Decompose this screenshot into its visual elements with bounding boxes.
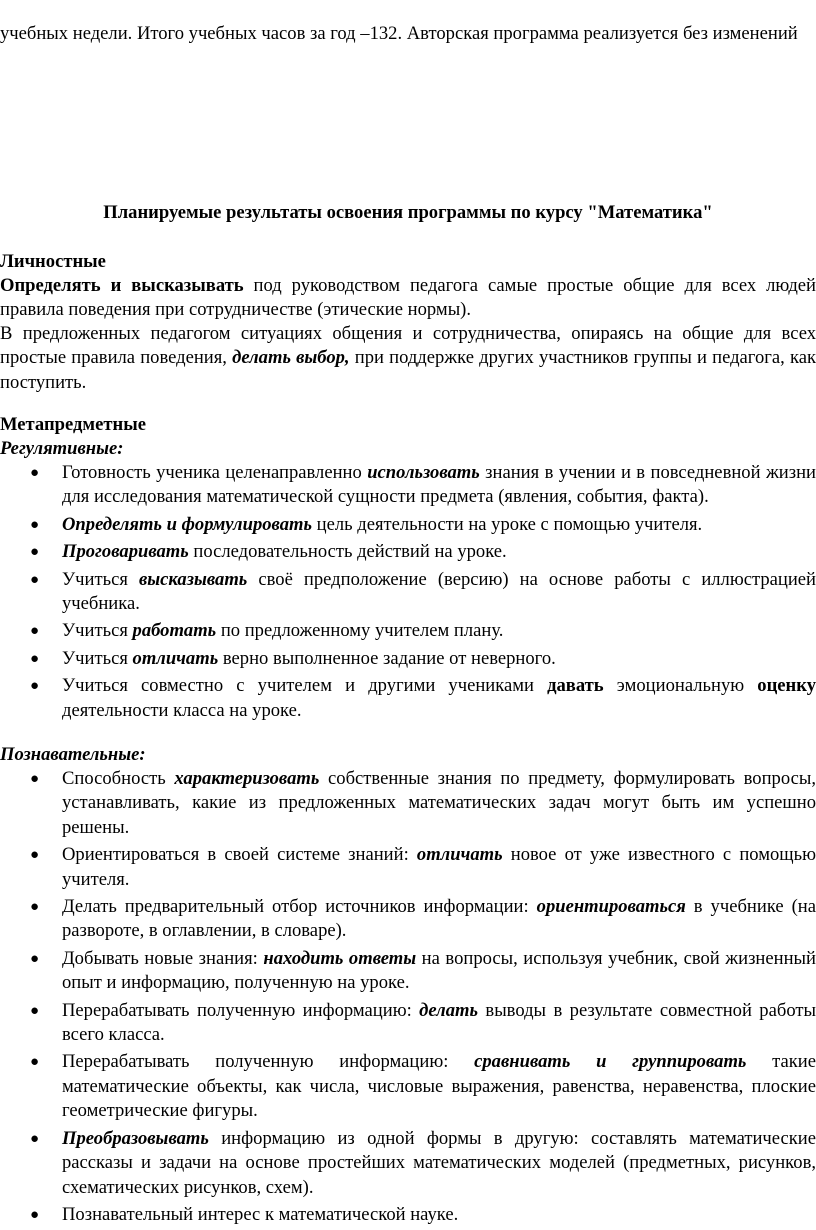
bullet-icon: ●: [30, 1002, 40, 1019]
personal-p2-b: при поддержке других участников группы и педагога, как поступить.: [0, 347, 816, 393]
bullet-icon: ●: [30, 650, 40, 667]
personal-p2-emph: делать выбор,: [232, 347, 350, 369]
bullet-icon: ●: [30, 1206, 40, 1223]
cognitive-item-emphasis: отличать: [416, 844, 503, 866]
cognitive-item-emphasis: Преобразовывать: [62, 1127, 209, 1149]
bullet-icon: ●: [30, 847, 40, 864]
regulative-item-text: верно выполненное задание от неверного.: [218, 647, 556, 669]
regulative-item-emphasis: высказывать: [138, 568, 248, 590]
cognitive-item-emphasis: находить ответы: [263, 947, 417, 969]
bullet-icon: ●: [30, 950, 40, 967]
meta-title: Метапредметные: [0, 414, 146, 435]
regulative-item-text: последовательность действий на уроке.: [188, 541, 507, 563]
personal-paragraph-2: [0, 322, 816, 395]
regulative-item-emphasis: давать: [547, 675, 604, 697]
section-heading: Планируемые результаты освоения программы по курсу "Математика": [103, 202, 713, 223]
cognitive-item-emphasis: делать: [419, 999, 478, 1021]
regulative-item-emphasis: Определять и формулировать: [62, 513, 312, 535]
cognitive-item-text: Перерабатывать полученную информацию:: [62, 1051, 475, 1073]
cognitive-title: Познавательные:: [0, 744, 146, 765]
cognitive-item: [0, 1203, 816, 1227]
bullet-icon: ●: [30, 544, 40, 561]
regulative-item-text: Учиться: [62, 620, 133, 642]
regulative-item-emphasis: Проговаривать: [62, 541, 189, 563]
regulative-item-text: Учиться: [62, 647, 133, 669]
regulative-item-text: по предложенному учителем плану.: [216, 620, 504, 642]
cognitive-item-text: Способность: [62, 768, 175, 789]
personal-p1-rest: под руководством педагога самые простые общие для всех людей правила поведения при сотрудничестве (этические нормы).: [0, 275, 816, 321]
cognitive-item-text: Добывать новые знания:: [62, 947, 264, 969]
cognitive-item-emphasis: сравнивать и группировать: [474, 1051, 747, 1073]
cognitive-item-emphasis: характеризовать: [174, 768, 320, 789]
regulative-item-text: деятельности класса на уроке.: [62, 699, 302, 721]
regulative-item: [0, 461, 816, 510]
cognitive-item-text: новое от уже известного с помощью учителя.: [62, 844, 816, 890]
regulative-item-emphasis: работать: [132, 620, 217, 642]
bullet-icon: ●: [30, 771, 40, 787]
regulative-item: [0, 540, 816, 564]
cognitive-item-text: информацию из одной формы в другую: составлять математические рассказы и задачи на основе простейших математических моделей (предметных, рисунков, схематических рисунков, схем).: [62, 1127, 816, 1198]
regulative-item-text: Готовность ученика целенаправленно: [62, 462, 368, 483]
cognitive-item-text: Перерабатывать полученную информацию:: [62, 999, 420, 1021]
cognitive-item-text: Ориентироваться в своей системе знаний:: [62, 844, 417, 866]
cognitive-item: [0, 947, 816, 996]
cognitive-item-text: Познавательный интерес к математической науке.: [62, 1203, 459, 1225]
regulative-item-text: цель деятельности на уроке с помощью учителя.: [311, 513, 703, 535]
bullet-icon: ●: [30, 516, 40, 533]
bullet-icon: ●: [30, 1130, 40, 1147]
regulative-item-emphasis: оценку: [757, 675, 816, 697]
cognitive-item-text: в учебнике (на развороте, в оглавлении, в словаре).: [62, 896, 816, 942]
regulative-item-text: Учиться: [62, 568, 139, 590]
cognitive-item-text: выводы в результате совместной работы всего класса.: [62, 999, 816, 1046]
cognitive-item: [0, 895, 816, 944]
bullet-icon: ●: [30, 465, 40, 481]
regulative-item-text: своё предположение (версию) на основе работы с иллюстрацией учебника.: [62, 568, 816, 615]
regulative-title: Регулятивные:: [0, 438, 124, 459]
cognitive-item: [0, 1050, 816, 1123]
regulative-item-text: знания в учении и в повседневной жизни для исследования математической сущности предмета (явления, события, факта).: [62, 462, 816, 508]
personal-title: Личностные: [0, 251, 106, 272]
intro-paragraph: учебных недели. Итого учебных часов за год –132. Авторская программа реализуется без изменений: [0, 23, 798, 44]
regulative-item-emphasis: отличать: [132, 647, 219, 669]
regulative-item-emphasis: использовать: [367, 462, 480, 483]
cognitive-item-text: такие математические объекты, как числа, числовые выражения, равенства, неравенства, плоские геометрические фигуры.: [62, 1051, 816, 1122]
regulative-item-text: Учиться совместно с учителем и другими учениками: [62, 675, 548, 697]
cognitive-item-emphasis: ориентироваться: [536, 896, 686, 918]
personal-p1-bold: Определять и высказывать: [0, 275, 244, 296]
bullet-icon: ●: [30, 678, 40, 695]
regulative-item: [0, 619, 816, 643]
regulative-item: [0, 647, 816, 671]
cognitive-list: [0, 767, 816, 1230]
bullet-icon: ●: [30, 623, 40, 640]
regulative-item-text: эмоциональную: [603, 675, 758, 697]
cognitive-item-text: на вопросы, используя учебник, свой жизненный опыт и информацию, полученную на уроке.: [62, 947, 816, 994]
cognitive-item-text: собственные знания по предмету, формулировать вопросы, устанавливать, какие из предложенных математических задач могут быть им успешно решены.: [62, 768, 816, 838]
personal-paragraph-1: [0, 274, 816, 323]
cognitive-item: [0, 1127, 816, 1200]
cognitive-item-text: Делать предварительный отбор источников информации:: [62, 896, 537, 918]
regulative-item: [0, 513, 816, 537]
regulative-item: [0, 568, 816, 617]
bullet-icon: ●: [30, 899, 40, 916]
cognitive-item: [0, 999, 816, 1048]
personal-p2-a: В предложенных педагогом ситуациях общения и сотрудничества, опираясь на общие для всех простые правила поведения,: [0, 323, 816, 369]
bullet-icon: ●: [30, 571, 40, 588]
cognitive-item: [0, 767, 816, 840]
regulative-item: [0, 674, 816, 723]
bullet-icon: ●: [30, 1054, 40, 1071]
cognitive-item: [0, 843, 816, 892]
regulative-list: [0, 461, 816, 726]
